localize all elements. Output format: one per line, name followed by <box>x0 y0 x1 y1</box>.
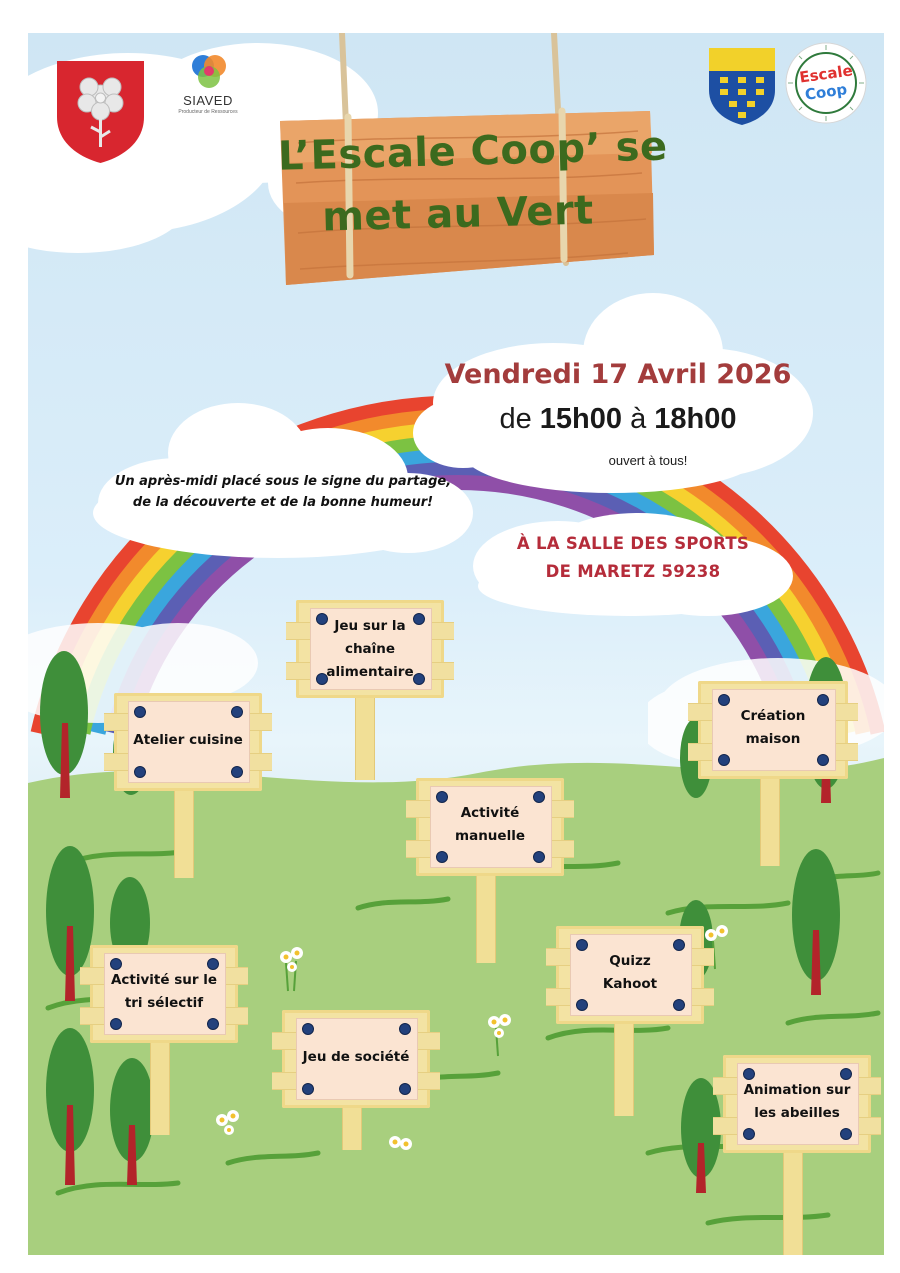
sign-post <box>760 776 780 866</box>
sign-label-line: Quizz <box>609 953 651 969</box>
nail-icon <box>817 754 829 766</box>
nail-icon <box>110 1018 122 1030</box>
sign-post <box>150 1040 170 1135</box>
nail-icon <box>673 999 685 1011</box>
nail-icon <box>399 1023 411 1035</box>
sign-label-line: Kahoot <box>602 976 658 992</box>
sign-activite-manuelle <box>416 778 564 963</box>
sign-jeu-de-societe <box>282 1010 430 1150</box>
sign-creation-maison <box>698 681 848 871</box>
event-hours <box>428 403 808 436</box>
hours-mid: à <box>622 403 655 435</box>
nail-icon <box>718 754 730 766</box>
nail-icon <box>399 1083 411 1095</box>
sign-quizz-kahoot <box>556 926 704 1116</box>
sign-label-line: maison <box>745 731 801 747</box>
sign-label-line: Jeu sur la <box>334 618 406 634</box>
event-date: Vendredi 17 Avril 2026 <box>444 359 792 390</box>
sign-label-line: chaîne <box>344 641 396 657</box>
intro-line-2: de la découverte et de la bonne humeur! <box>132 495 434 510</box>
nail-icon <box>231 706 243 718</box>
coop-logo-word: Coop <box>803 80 849 104</box>
sign-label-line: manuelle <box>455 828 525 844</box>
nail-icon <box>576 999 588 1011</box>
nail-icon <box>134 706 146 718</box>
sign-post <box>476 873 496 963</box>
nail-icon <box>840 1128 852 1140</box>
siaved-tagline: Producteur de Ressources <box>178 109 238 115</box>
nail-icon <box>743 1128 755 1140</box>
nail-icon <box>302 1083 314 1095</box>
sign-label-line: les abeilles <box>754 1105 840 1121</box>
venue-line-1: À LA SALLE DES SPORTS <box>516 534 750 553</box>
sign-label-line: Activité sur le <box>110 972 218 988</box>
sign-post <box>614 1021 634 1116</box>
escale-coop-logo <box>784 41 868 125</box>
sign-animation-abeilles <box>723 1055 871 1255</box>
title-line-2: met au Vert <box>321 187 595 241</box>
sign-post <box>342 1105 362 1150</box>
coat-of-arms-logo <box>706 45 778 127</box>
nail-icon <box>134 766 146 778</box>
hours-end: 18h00 <box>654 403 737 435</box>
sign-label-line: Atelier cuisine <box>133 732 243 748</box>
siaved-label: SIAVED <box>183 93 233 108</box>
open-to-all: ouvert à tous! <box>608 453 688 468</box>
venue-line-2: DE MARETZ 59238 <box>545 562 721 581</box>
sign-atelier-cuisine <box>114 693 262 903</box>
nail-icon <box>207 1018 219 1030</box>
sign-chaine-alimentaire <box>296 600 444 800</box>
nail-icon <box>231 766 243 778</box>
hours-start: 15h00 <box>539 403 623 435</box>
town-shield-logo <box>53 57 148 167</box>
nail-icon <box>302 1023 314 1035</box>
escale-logo-word: Escale <box>798 61 854 87</box>
title-line-1: L’Escale Coop’ se <box>277 123 669 180</box>
sign-post <box>783 1150 803 1255</box>
sign-post <box>355 695 375 780</box>
nail-icon <box>533 851 545 863</box>
sign-label-line: Jeu de société <box>302 1049 410 1065</box>
hours-prefix: de <box>499 403 540 435</box>
siaved-emblem-icon <box>190 53 228 91</box>
daisy-icon <box>276 943 306 993</box>
sign-post <box>174 788 194 878</box>
poster <box>28 33 884 1255</box>
nail-icon <box>436 851 448 863</box>
sign-label-line: alimentaire <box>326 664 414 680</box>
sign-tri-selectif <box>90 945 238 1135</box>
siaved-logo <box>168 53 248 133</box>
sign-label-line: Création <box>740 708 806 724</box>
sign-label-line: Activité <box>460 805 520 821</box>
sign-label-line: Animation sur <box>743 1082 851 1098</box>
intro-line-1: Un après-midi placé sous le signe du partage, <box>114 474 452 489</box>
daisy-icon <box>484 1008 514 1058</box>
tree-left-top <box>34 648 94 808</box>
sign-label-line: tri sélectif <box>124 995 204 1011</box>
